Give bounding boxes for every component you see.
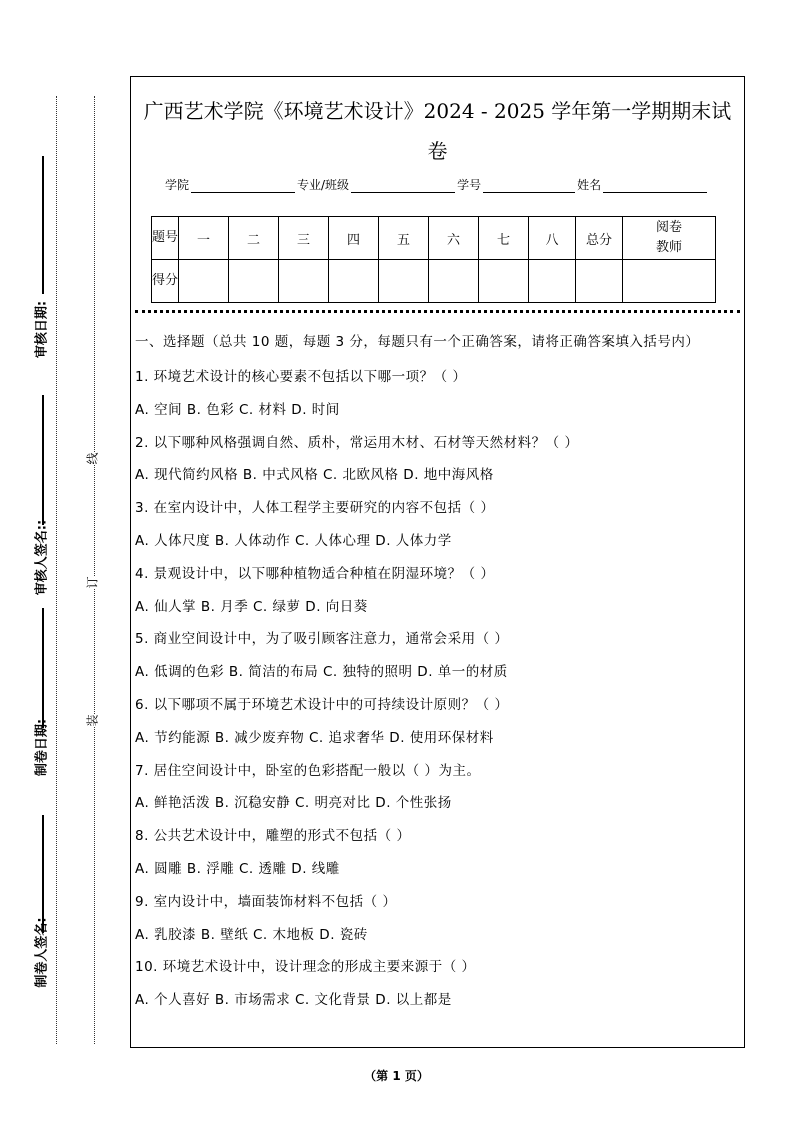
reviewer-sign-label: 审核人签名:: [34,519,50,596]
question: 9. 室内设计中，墙面装饰材料不包括（ ） [135,893,397,910]
question: 4. 景观设计中，以下哪种植物适合种植在阴湿环境？（ ） [135,565,495,582]
score-table-header-row [152,217,716,260]
exam-title-line2: 卷 [427,139,448,163]
binding-dotted-line-outer [56,96,57,1044]
question-options: A. 鲜艳活泼 B. 沉稳安静 C. 明亮对比 D. 个性张扬 [135,795,452,812]
page-number: （第 1 页） [364,1069,429,1083]
question-options: A. 空间 B. 色彩 C. 材料 D. 时间 [135,401,340,418]
college-label: 学院 [165,178,190,192]
question: 5. 商业空间设计中，为了吸引顾客注意力，通常会采用（ ） [135,631,509,648]
question-options: A. 低调的色彩 B. 简洁的布局 C. 独特的照明 D. 单一的材质 [135,664,508,681]
score-header-cell: 一 [179,217,229,260]
question: 1. 环境艺术设计的核心要素不包括以下哪一项？（ ） [135,369,467,385]
score-header-cell: 总分 [576,217,623,260]
student-info-row [165,176,709,193]
score-header-cell: 二 [229,217,279,260]
make-date-label: 制卷日期: [34,718,50,777]
score-cell[interactable] [576,260,623,303]
header-separator [135,310,740,313]
name-label: 姓名 [577,178,602,192]
bind-word-bind: 装 [82,714,103,726]
name-field[interactable] [603,180,707,193]
score-table-score-row [152,260,716,303]
question-options: A. 节约能源 B. 减少废弃物 C. 追求奢华 D. 使用环保材料 [135,729,494,746]
score-cell[interactable] [529,260,576,303]
exam-frame [130,76,745,1048]
question: 8. 公共艺术设计中，雕塑的形式不包括（ ） [135,828,411,845]
major-class-field[interactable] [351,180,455,193]
score-cell[interactable] [623,260,716,303]
score-cell[interactable] [429,260,479,303]
bind-word-line: 线 [82,452,103,464]
score-cell[interactable] [479,260,529,303]
score-header-cell: 八 [529,217,576,260]
question-options: A. 仙人掌 B. 月季 C. 绿萝 D. 向日葵 [135,598,368,615]
student-id-label: 学号 [457,178,482,192]
exam-title-line1: 广西艺术学院《环境艺术设计》2024 - 2025 学年第一学期期末试 [143,99,732,123]
question: 7. 居住空间设计中，卧室的色彩搭配一般以（ ）为主。 [135,762,481,779]
score-header-cell: 六 [429,217,479,260]
question: 2. 以下哪种风格强调自然、质朴，常运用木材、石材等天然材料？（ ） [135,434,579,451]
question: 10. 环境艺术设计中，设计理念的形成主要来源于（ ） [135,959,476,976]
question: 3. 在室内设计中，人体工程学主要研究的内容不包括（ ） [135,500,495,517]
bind-word-staple: 订 [82,576,103,588]
review-date-label: 审核日期: [34,300,50,359]
score-table [151,216,716,303]
score-header-cell: 五 [379,217,429,260]
question-options: A. 人体尺度 B. 人体动作 C. 人体心理 D. 人体力学 [135,532,452,549]
score-header-cell: 阅卷教师 [623,217,716,260]
student-id-field[interactable] [483,180,575,193]
score-header-cell: 题号 [152,217,179,260]
maker-sign-label: 制卷人签名: [34,917,50,988]
score-header-cell: 三 [279,217,329,260]
score-cell[interactable] [179,260,229,303]
question: 6. 以下哪项不属于环境艺术设计中的可持续设计原则？（ ） [135,696,509,713]
score-row-label: 得分 [152,260,179,303]
exam-title [131,91,744,171]
question-options: A. 现代简约风格 B. 中式风格 C. 北欧风格 D. 地中海风格 [135,467,494,484]
question-options: A. 乳胶漆 B. 壁纸 C. 木地板 D. 瓷砖 [135,926,368,943]
score-cell[interactable] [379,260,429,303]
score-header-cell: 七 [479,217,529,260]
score-cell[interactable] [279,260,329,303]
score-header-cell: 四 [329,217,379,260]
score-cell[interactable] [329,260,379,303]
question-options: A. 个人喜好 B. 市场需求 C. 文化背景 D. 以上都是 [135,992,452,1009]
binding-dotted-line-inner [94,96,95,1044]
question-options: A. 圆雕 B. 浮雕 C. 透雕 D. 线雕 [135,860,340,877]
score-cell[interactable] [229,260,279,303]
binding-margin [0,0,128,1122]
college-field[interactable] [191,180,295,193]
section-1 [135,331,738,1017]
section-1-intro: 一、选择题（总共 10 题，每题 3 分，每题只有一个正确答案，请将正确答案填入括号内） [135,334,700,350]
major-class-label: 专业/班级 [297,178,350,192]
